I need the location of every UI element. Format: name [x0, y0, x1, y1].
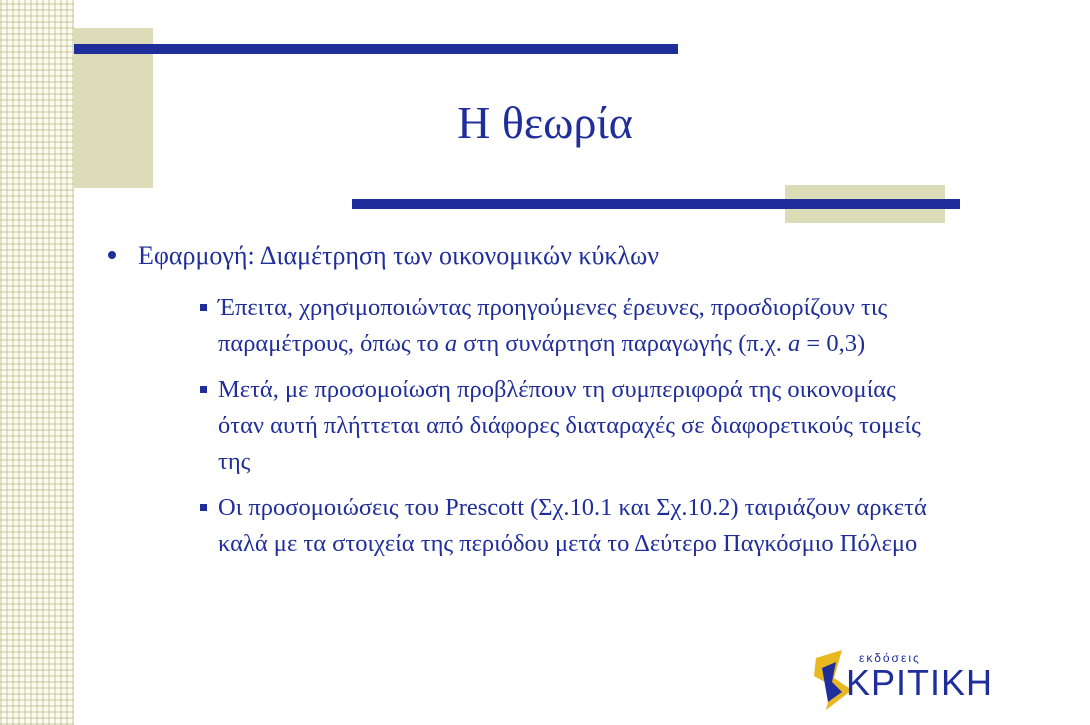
- logo-big-text: ΚΡΙΤΙΚΗ: [846, 662, 994, 703]
- square-bullet-icon: [200, 304, 207, 311]
- publisher-logo: [812, 646, 994, 718]
- subbullet-italic-a: a: [444, 330, 458, 357]
- subbullet-text-part: στη συνάρτηση παραγωγής (π.χ.: [457, 330, 788, 357]
- square-bullet-icon: [200, 504, 207, 511]
- subbullet-italic-a: a: [788, 330, 801, 357]
- subbullet-list: [100, 290, 940, 562]
- slide-title: Η θεωρία: [457, 97, 633, 148]
- logo-small-text: εκδόσεις: [859, 651, 921, 665]
- subbullet-text: Οι προσομοιώσεις του Prescott (Σχ.10.1 και Σχ.10.2) ταιριάζουν αρκετά καλά με τα στοιχεία της περιόδου μετά το Δεύτερο Παγκόσμιο Πόλεμο: [218, 494, 927, 557]
- subbullet-text: Μετά, με προσομοίωση προβλέπουν τη συμπεριφορά της οικονομίας όταν αυτή πλήττεται από διάφορες διαταραχές σε διαφορετικούς τομείς της: [218, 376, 921, 475]
- subbullet-text-part: Έπειτα, χρησιμοποιώντας προηγούμενες έρευνες, προσδιορίζουν τις παραμέτρους, όπως το: [218, 294, 888, 357]
- bullet-dot-icon: [108, 251, 116, 259]
- decor-line-mid: [352, 199, 960, 209]
- subbullet-text-part: = 0,3): [800, 330, 866, 357]
- subbullet-item: [100, 490, 940, 562]
- subbullet-item: [100, 290, 940, 362]
- main-bullet: [100, 238, 940, 274]
- decor-line-top: [74, 44, 678, 54]
- slide-content: [100, 238, 940, 572]
- subbullet-item: [100, 372, 940, 480]
- square-bullet-icon: [200, 386, 207, 393]
- main-bullet-text: Εφαρμογή: Διαμέτρηση των οικονομικών κύκλων: [138, 241, 659, 270]
